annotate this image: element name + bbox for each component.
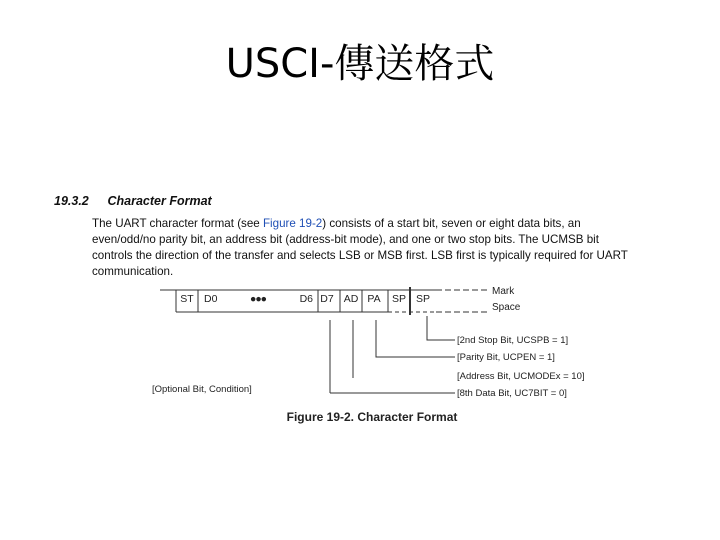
figure-link[interactable]: Figure 19-2: [262, 217, 323, 230]
mark-label: Mark: [492, 286, 515, 297]
annotations: [152, 335, 585, 399]
annotation-second-stop: [2nd Stop Bit, UCSPB = 1]: [457, 335, 569, 346]
section-title: Character Format: [107, 194, 212, 208]
annotation-parity: [Parity Bit, UCPEN = 1]: [457, 352, 555, 363]
figure-caption: Figure 19-2. Character Format: [286, 410, 458, 424]
annotation-address: [Address Bit, UCMODEx = 10]: [457, 371, 585, 382]
annotation-eighth-data: [8th Data Bit, UC7BIT = 0]: [457, 388, 567, 399]
field-ad: AD: [343, 293, 359, 305]
field-st: ST: [180, 293, 194, 305]
field-d0: D0: [204, 293, 218, 305]
space-label: Space: [492, 302, 521, 313]
field-d6: D6: [299, 293, 313, 305]
frame-fields: [180, 293, 430, 305]
paragraph-line-3: controls the direction of the transfer and selects LSB or MSB first. LSB first is typically required for UART: [92, 249, 628, 262]
field-pa: PA: [367, 293, 381, 305]
section-number: 19.3.2: [54, 194, 89, 208]
leader-parity: [376, 320, 455, 357]
leader-second-stop: [427, 316, 455, 340]
paragraph-text: ) consists of a start bit, seven or eight data bits, an: [322, 217, 581, 230]
level-labels: [492, 286, 521, 313]
field-ellipsis: ●●●: [249, 293, 267, 305]
field-d7: D7: [320, 293, 334, 305]
field-sp-2: SP: [415, 293, 431, 305]
slide-title: USCI-傳送格式: [225, 41, 495, 87]
paragraph-line-4: communication.: [92, 265, 174, 278]
paragraph-line-2: even/odd/no parity bit, an address bit (address-bit mode), and one or two stop bits. The UCMSB bit: [92, 233, 599, 246]
field-sp-1: SP: [391, 293, 407, 305]
paragraph-text: The UART character format (see: [92, 217, 263, 230]
annotation-optional: [Optional Bit, Condition]: [152, 384, 252, 395]
leader-lines: [330, 316, 455, 393]
